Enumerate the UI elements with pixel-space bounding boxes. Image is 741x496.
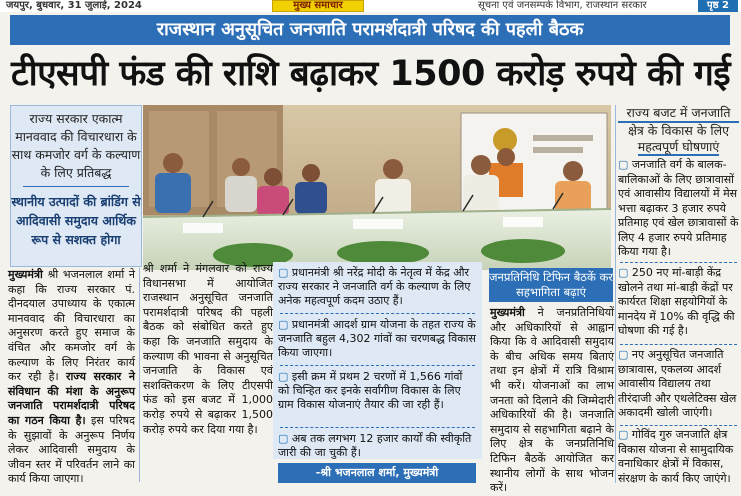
initiative-text: प्रधानमंत्री आदर्श ग्राम योजना के तहत राज्य के जनजाति बहुल 4,302 गांवों का चरणबद्ध विकास किया जाएगा। <box>278 318 476 359</box>
budget-item <box>618 428 739 486</box>
initiative-item <box>278 266 476 308</box>
masthead-strip <box>0 0 741 12</box>
page-number-badge: पृष्ठ 2 <box>698 0 738 12</box>
sidebar-heading-line-3: महत्वपूर्ण घोषणाएं <box>637 139 720 154</box>
column-divider <box>139 268 140 482</box>
bullet-square-icon: ▢ <box>278 370 292 383</box>
initiative-item <box>278 370 476 412</box>
article-column-4 <box>490 306 614 496</box>
publisher-line: सूचना एवं जनसम्पर्क विभाग, राजस्थान सरकार <box>478 0 647 11</box>
quote-signature: -श्री भजनलाल शर्मा, मुख्यमंत्री <box>278 463 476 483</box>
article-column-2: श्री शर्मा ने मंगलवार को राज्य विधानसभा में आयोजित राजस्थान अनुसूचित जनजाति परामर्शदात्री परिषद की पहली बैठक को संबोधित करते हुए कहा कि जनजाति समुदाय के कल्याण की भावना से अनुसूचित जनजाति के विकास एवं सशक्तिकरण के लिए टीएसपी फंड को इस बजट में 1,000 करोड़ रुपये से बढ़ाकर 1,500 करोड़ रुपये कर दिया गया है। <box>143 262 273 436</box>
article-text: ने जनप्रतिनिधियों और अधिकारियों से आह्वान किया कि वे आदिवासी समुदाय के बीच अधिक समय बिताएं तथा इन क्षेत्रों में रात्रि विश्राम भी करें। योजनाओं का लाभ जनता को दिलाने की जिम्मेदारी अधिकारियों की है। जनजाति समुदाय से सहभागिता बढ़ाने के लिए क्षेत्र के जनप्रतिनिधि टिफिन बैठकें आयोजित कर स्थानीय लोगों के साथ भोजन करें। <box>490 306 614 495</box>
bullet-square-icon: ▢ <box>278 432 292 445</box>
sidebar-divider <box>620 262 737 263</box>
budget-item <box>618 158 739 260</box>
bullet-square-icon: ▢ <box>278 266 292 279</box>
article-text: श्री भजनलाल शर्मा ने कहा कि राज्य सरकार पं. दीनदयाल उपाध्याय के एकात्म मानववाद की विचारधारा का अनुसरण करते हुए समाज के वंचित और कमजोर वर्ग के कल्याण के लिए निरंतर कार्य कर रही है। <box>8 268 135 384</box>
byline-lead: मुख्यमंत्री <box>8 268 43 281</box>
section-tag <box>272 0 364 12</box>
meeting-photo-illustration <box>143 105 611 270</box>
meeting-photo <box>143 105 611 270</box>
budget-item-text: गोविंद गुरु जनजाति क्षेत्र विकास योजना से सामुदायिक वनाधिकार क्षेत्रों में विकास, संरक्षण के कार्य किए जाएंगे। <box>618 428 734 485</box>
budget-item-text: नए अनुसूचित जनजाति छात्रावास, एकलव्य आदर्श आवासीय विद्यालय तथा तीरंदाजी और एथलेटिक्स खेल अकादमी खोली जाएंगी। <box>618 348 737 419</box>
dateline: जयपुर, बुधवार, 31 जुलाई, 2024 <box>6 0 142 11</box>
tiffin-meeting-heading: जनप्रतिनिधि टिफिन बैठकें कर सहभागिता बढ़ाएं <box>489 268 613 302</box>
budget-item-text: 250 नए मां-बाड़ी केंद्र खोलने तथा मां-बाड़ी केंद्रों पर कार्यरत शिक्षा सहयोगियों के मानदेय में 10% की वृद्धि की घोषणा की गई है। <box>618 266 735 337</box>
bullet-square-icon: ▢ <box>618 428 632 441</box>
initiative-text: प्रधानमंत्री श्री नरेंद्र मोदी के नेतृत्व में केंद्र और राज्य सरकार ने जनजाति वर्ग के कल्याण के लिए अनेक महत्वपूर्ण कदम उठाए हैं। <box>278 266 471 307</box>
sidebar-heading-line-1: राज्य बजट में जनजाति <box>618 105 739 123</box>
sidebar-heading-line-2: क्षेत्र के विकास के लिए <box>627 123 730 138</box>
section-tag-label: मुख्य समाचार <box>293 0 343 11</box>
bullet-square-icon: ▢ <box>618 158 632 171</box>
panel-divider <box>280 313 475 314</box>
sidebar-divider-vertical <box>615 105 616 483</box>
byline-lead: मुख्यमंत्री <box>490 306 525 319</box>
bullet-square-icon: ▢ <box>618 266 632 279</box>
sidebar-divider <box>620 425 737 426</box>
article-text: इस परिषद के सुझावों के अनुरूप निर्णय लेकर आदिवासी समुदाय के जीवन स्तर में परिवर्तन लाने का कार्य किया जाएगा। <box>8 413 136 486</box>
budget-item <box>618 348 739 421</box>
initiative-item <box>278 318 476 360</box>
initiative-text: इसी क्रम में प्रथम 2 चरणों में 1,566 गांवों को चिन्हित कर इनके सर्वांगीण विकास के लिए ग्राम विकास योजनाएं तैयार की जा रही हैं। <box>278 370 463 411</box>
initiative-text: अब तक लगभग 12 हजार कार्यों की स्वीकृति जारी की जा चुकी हैं। <box>278 432 472 459</box>
budget-item-text: जनजाति वर्ग के बालक-बालिकाओं के लिए छात्रावासों एवं आवासीय विद्यालयों में मेस भत्ता बढ़ाकर 3 हजार रुपये प्रतिमाह एवं खेल छात्रावासों के लिए 4 हजार रुपये प्रतिमाह किया गया है। <box>618 158 739 258</box>
main-headline: टीएसपी फंड की राशि बढ़ाकर 1500 करोड़ रुपये की गई <box>10 54 731 94</box>
article-bold-text: राज्य सरकार ने संविधान की मंशा के अनुरूप जनजाति परामर्शदात्री परिषद का गठन किया है। <box>8 370 136 427</box>
initiative-item <box>278 432 476 460</box>
sidebar-divider <box>620 344 737 345</box>
budget-item <box>618 266 739 339</box>
bullet-square-icon: ▢ <box>618 348 632 361</box>
quote-divider <box>23 186 129 187</box>
article-column-1 <box>8 268 135 487</box>
panel-divider <box>280 365 475 366</box>
quote-1: राज्य सरकार एकात्म मानववाद की विचारधारा के साथ कमजोर वर्ग के कल्याण के लिए प्रतिबद्ध <box>11 111 141 180</box>
left-quote-panel <box>10 105 142 267</box>
panel-divider <box>280 427 475 428</box>
budget-sidebar-heading <box>618 105 739 153</box>
kicker-banner: राजस्थान अनुसूचित जनजाति परामर्शदात्री परिषद की पहली बैठक <box>10 15 730 45</box>
quote-2: स्थानीय उत्पादों की ब्रांडिंग से आदिवासी समुदाय आर्थिक रूप से सशक्त होगा <box>11 194 141 247</box>
bullet-square-icon: ▢ <box>278 318 292 331</box>
